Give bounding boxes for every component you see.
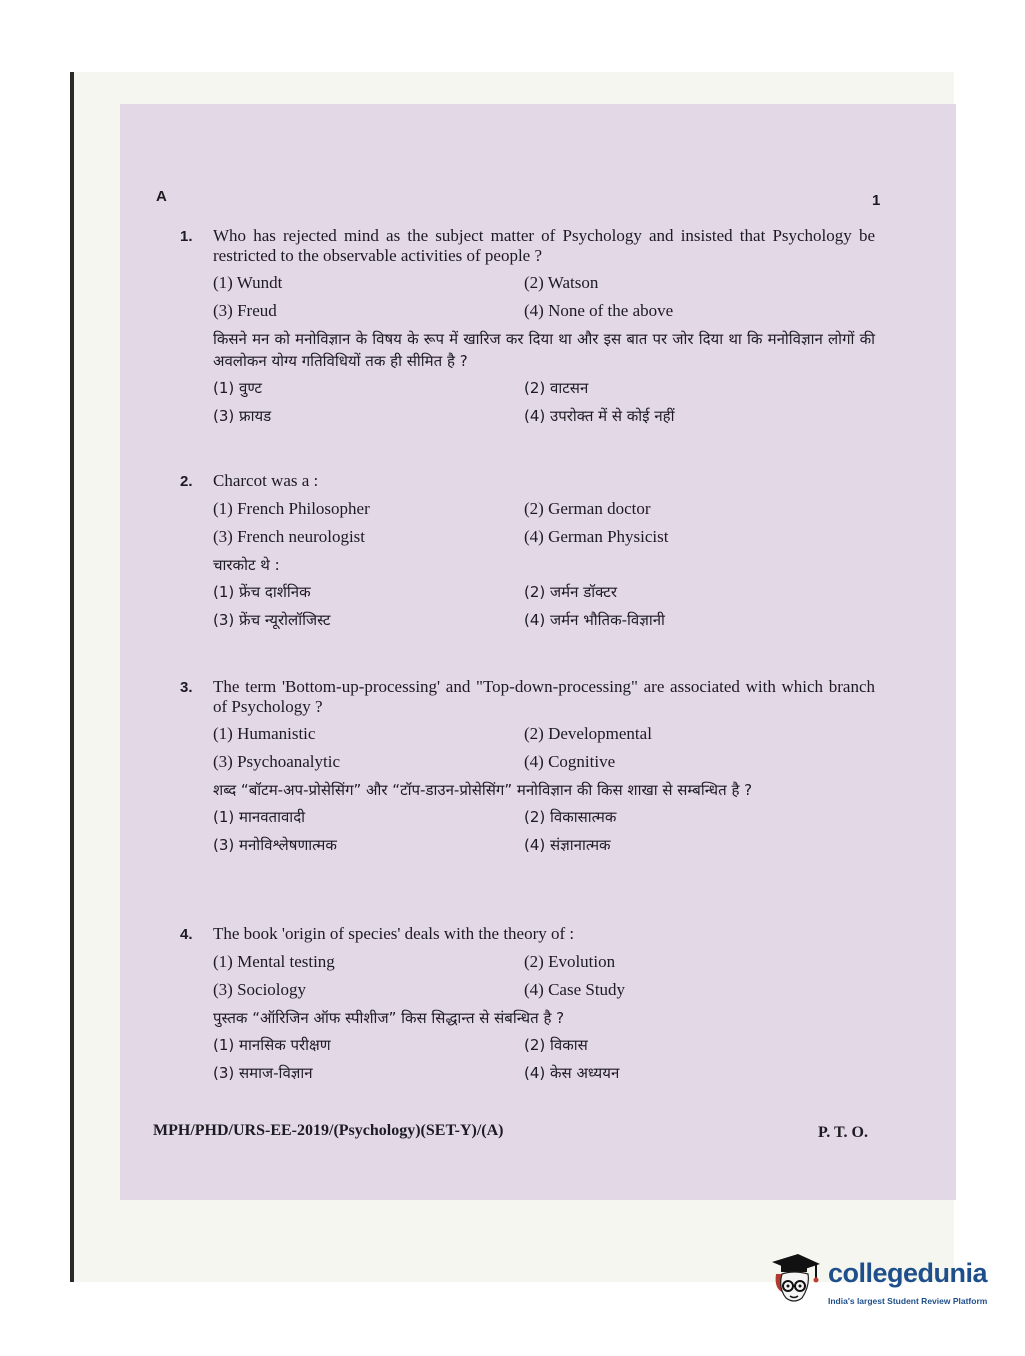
options-hindi (213, 1035, 875, 1083)
option: (4) German Physicist (524, 527, 669, 546)
question-text: The term 'Bottom-up-processing' and "Top-down-processing" are associated with which branch of Psychology ? (213, 677, 875, 716)
pto-label: P. T. O. (818, 1124, 868, 1141)
page-number: 1 (872, 192, 881, 209)
option: (2) विकास (524, 1036, 588, 1054)
question-number: 1. (180, 228, 193, 245)
options-hindi (213, 378, 875, 426)
collegedunia-logo[interactable] (768, 1252, 998, 1316)
options-english (213, 273, 875, 321)
set-letter: A (156, 188, 167, 205)
option: (3) फ्रायड (213, 407, 272, 425)
logo-name: collegedunia (828, 1258, 988, 1288)
option: (1) वुण्ट (213, 379, 262, 397)
options-english (213, 724, 875, 772)
logo-tagline: India's largest Student Review Platform (828, 1296, 988, 1306)
options-hindi (213, 582, 875, 630)
option: (4) Case Study (524, 980, 626, 999)
option: (1) मानवतावादी (213, 808, 306, 826)
question-number: 4. (180, 926, 193, 943)
option: (1) मानसिक परीक्षण (213, 1036, 331, 1054)
option: (1) Humanistic (213, 724, 316, 743)
option: (4) संज्ञानात्मक (524, 836, 611, 854)
question-text: Charcot was a : (213, 471, 319, 490)
question-number: 3. (180, 679, 193, 696)
option: (2) German doctor (524, 499, 651, 518)
question-3 (180, 677, 875, 855)
question-text-hindi: चारकोट थे : (213, 556, 280, 574)
option: (3) Sociology (213, 980, 307, 999)
option: (1) Mental testing (213, 952, 335, 971)
option: (3) समाज-विज्ञान (213, 1064, 313, 1082)
option: (2) विकासात्मक (524, 808, 617, 826)
option: (4) जर्मन भौतिक-विज्ञानी (524, 611, 665, 629)
option: (3) Psychoanalytic (213, 752, 340, 771)
options-hindi (213, 807, 875, 855)
paper-code: MPH/PHD/URS-EE-2019/(Psychology)(SET-Y)/(A) (153, 1122, 504, 1139)
option: (4) उपरोक्त में से कोई नहीं (524, 407, 675, 425)
option: (2) जर्मन डॉक्टर (524, 583, 617, 601)
option: (3) फ्रेंच न्यूरोलॉजिस्ट (213, 611, 331, 629)
option: (4) None of the above (524, 301, 674, 320)
question-2 (180, 471, 875, 630)
question-text-hindi: पुस्तक “ऑरिजिन ऑफ स्पीशीज” किस सिद्धान्त से संबन्धित है ? (213, 1009, 565, 1027)
option: (3) Freud (213, 301, 277, 320)
question-1 (180, 226, 875, 426)
option: (1) फ्रेंच दार्शनिक (213, 583, 311, 601)
option: (1) French Philosopher (213, 499, 370, 518)
options-english (213, 952, 875, 1000)
option: (3) French neurologist (213, 527, 366, 546)
student-mascot-icon (768, 1252, 822, 1316)
option: (1) Wundt (213, 273, 283, 292)
option: (2) Evolution (524, 952, 616, 971)
options-english (213, 499, 875, 547)
option: (4) Cognitive (524, 752, 616, 771)
option: (4) केस अध्ययन (524, 1064, 620, 1082)
question-text: The book 'origin of species' deals with the theory of : (213, 924, 575, 943)
option: (3) मनोविश्लेषणात्मक (213, 836, 337, 854)
option: (2) Developmental (524, 724, 652, 743)
question-4 (180, 924, 875, 1083)
question-text: Who has rejected mind as the subject matter of Psychology and insisted that Psychology be restricted to the observable activities of people ? (213, 226, 875, 265)
question-text-hindi: किसने मन को मनोविज्ञान के विषय के रूप में खारिज कर दिया था और इस बात पर जोर दिया था कि मनोविज्ञान लोगों की अवलोकन योग्य गतिविधियों तक ही सीमित है ? (213, 330, 875, 370)
option: (2) वाटसन (524, 379, 589, 397)
option: (2) Watson (524, 273, 599, 292)
question-number: 2. (180, 473, 193, 490)
question-text-hindi: शब्द “बॉटम-अप-प्रोसेसिंग” और “टॉप-डाउन-प्रोसेसिंग” मनोविज्ञान की किस शाखा से सम्बन्धित है ? (213, 781, 753, 799)
